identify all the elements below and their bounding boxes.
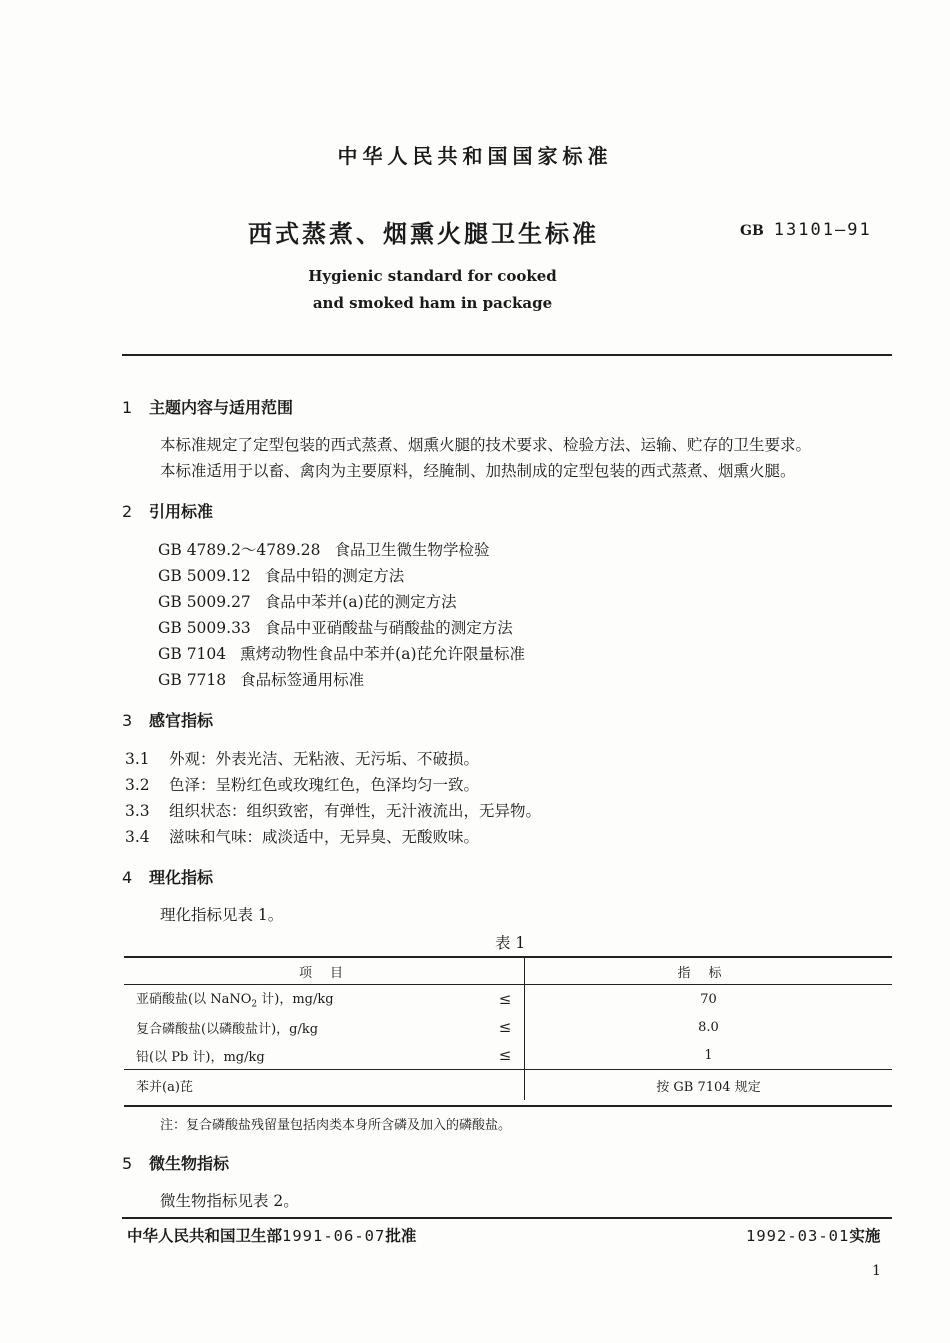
section-number: 5 [122, 1154, 133, 1173]
reference-standard [158, 538, 490, 560]
section-number: 4 [122, 868, 133, 887]
section-5-heading [122, 1151, 229, 1174]
english-title-line-1: Hygienic standard for cooked [308, 267, 557, 285]
item-number: 3.4 [125, 828, 150, 846]
english-title-line-2: and smoked ham in package [312, 294, 553, 312]
reference-title: 食品标签通用标准 [240, 671, 365, 689]
item-number: 3.1 [125, 750, 150, 768]
table-row [124, 1070, 892, 1101]
reference-code: GB 7718 [158, 671, 227, 689]
reference-title: 食品卫生微生物学检验 [334, 541, 490, 559]
section-1-heading [122, 395, 293, 418]
section-1-paragraph-1: 本标准规定了定型包装的西式蒸煮、烟熏火腿的技术要求、检验方法、运输、贮存的卫生要求。 [160, 436, 812, 454]
standard-code [740, 220, 872, 240]
section-number: 3 [122, 711, 133, 730]
reference-standard [158, 668, 364, 690]
table-row [124, 1013, 892, 1041]
reference-title: 熏烤动物性食品中苯并(a)芘允许限量标准 [240, 645, 525, 663]
table-row [124, 985, 892, 1014]
item-text: 滋味和气味：咸淡适中，无异臭、无酸败味。 [169, 828, 480, 846]
section-number: 2 [122, 502, 133, 521]
sensory-item [125, 773, 479, 795]
row-item-text: 计)，mg/kg [257, 992, 334, 1008]
document-title: 西式蒸煮、烟熏火腿卫生标准 [248, 220, 599, 248]
row-item: 复合磷酸盐(以磷酸盐计)，g/kg [136, 1021, 319, 1037]
approval-line [127, 1224, 416, 1246]
table-header-row [124, 958, 892, 985]
standard-org-header: 中华人民共和国国家标准 [337, 144, 613, 168]
reference-code: GB 5009.27 [158, 593, 251, 611]
effective-line [746, 1224, 880, 1246]
reference-code: GB 7104 [158, 645, 227, 663]
approval-org: 中华人民共和国卫生部 [127, 1227, 283, 1245]
approval-date: 1991-06-07 [282, 1227, 386, 1245]
reference-standard [158, 564, 404, 586]
row-operator: ≤ [498, 1046, 512, 1064]
section-title: 引用标准 [149, 502, 214, 521]
reference-standard [158, 642, 525, 664]
page-number: 1 [872, 1263, 881, 1279]
table-bottom-rule [124, 1105, 892, 1107]
approval-word: 批准 [385, 1227, 417, 1245]
row-value: 1 [525, 1041, 893, 1070]
header-value: 指标 [525, 958, 893, 985]
sensory-item [125, 825, 479, 847]
row-item-subscript: 2 [251, 999, 258, 1010]
item-text: 组织状态：组织致密，有弹性，无汁液流出，无异物。 [169, 802, 542, 820]
section-2-heading [122, 499, 213, 522]
section-title: 主题内容与适用范围 [149, 398, 294, 417]
section-5-paragraph: 微生物指标见表 2。 [160, 1192, 299, 1210]
section-title: 感官指标 [149, 711, 214, 730]
row-item-text: 亚硝酸盐(以 NaNO [136, 992, 252, 1008]
header-divider [122, 354, 892, 356]
header-item: 项目 [298, 965, 361, 981]
table-1-caption: 表 1 [495, 934, 526, 952]
item-number: 3.3 [125, 802, 150, 820]
row-value: 8.0 [525, 1013, 893, 1041]
sensory-item [125, 799, 541, 821]
reference-code: GB 5009.12 [158, 567, 251, 585]
standard-code-prefix: GB [740, 223, 764, 239]
section-title: 微生物指标 [149, 1154, 230, 1173]
item-text: 色泽：呈粉红色或玫瑰红色，色泽均匀一致。 [169, 776, 480, 794]
row-operator [486, 1070, 525, 1101]
english-title [0, 263, 865, 317]
effective-word: 实施 [849, 1227, 881, 1245]
section-3-heading [122, 708, 213, 731]
row-item: 苯并(a)芘 [136, 1079, 193, 1095]
item-number: 3.2 [125, 776, 150, 794]
footer-divider [122, 1217, 892, 1219]
reference-title: 食品中亚硝酸盐与硝酸盐的测定方法 [264, 619, 513, 637]
row-item [124, 985, 486, 1014]
reference-standard [158, 616, 513, 638]
reference-standard [158, 590, 457, 612]
row-value: 70 [525, 985, 893, 1014]
section-number: 1 [122, 398, 133, 417]
sensory-item [125, 747, 479, 769]
row-operator: ≤ [498, 990, 512, 1008]
section-4-paragraph: 理化指标见表 1。 [160, 906, 284, 924]
physicochemical-table [124, 958, 892, 1100]
section-4-heading [122, 865, 213, 888]
table-row [124, 1041, 892, 1070]
section-title: 理化指标 [149, 868, 214, 887]
reference-code: GB 5009.33 [158, 619, 251, 637]
table-1-note: 注：复合磷酸盐残留量包括肉类本身所含磷及加入的磷酸盐。 [160, 1118, 512, 1133]
standard-code-number: 13101—91 [773, 220, 872, 240]
effective-date: 1992-03-01 [746, 1227, 850, 1245]
reference-code: GB 4789.2～4789.28 [158, 541, 321, 559]
reference-title: 食品中铅的测定方法 [264, 567, 405, 585]
row-item: 铅(以 Pb 计)，mg/kg [136, 1049, 265, 1065]
row-operator: ≤ [498, 1018, 512, 1036]
section-1-paragraph-2: 本标准适用于以畜、禽肉为主要原料，经腌制、加热制成的定型包装的西式蒸煮、烟熏火腿。 [160, 462, 796, 480]
item-text: 外观：外表光洁、无粘液、无污垢、不破损。 [169, 750, 480, 768]
reference-title: 食品中苯并(a)芘的测定方法 [264, 593, 457, 611]
row-value: 按 GB 7104 规定 [525, 1070, 893, 1101]
